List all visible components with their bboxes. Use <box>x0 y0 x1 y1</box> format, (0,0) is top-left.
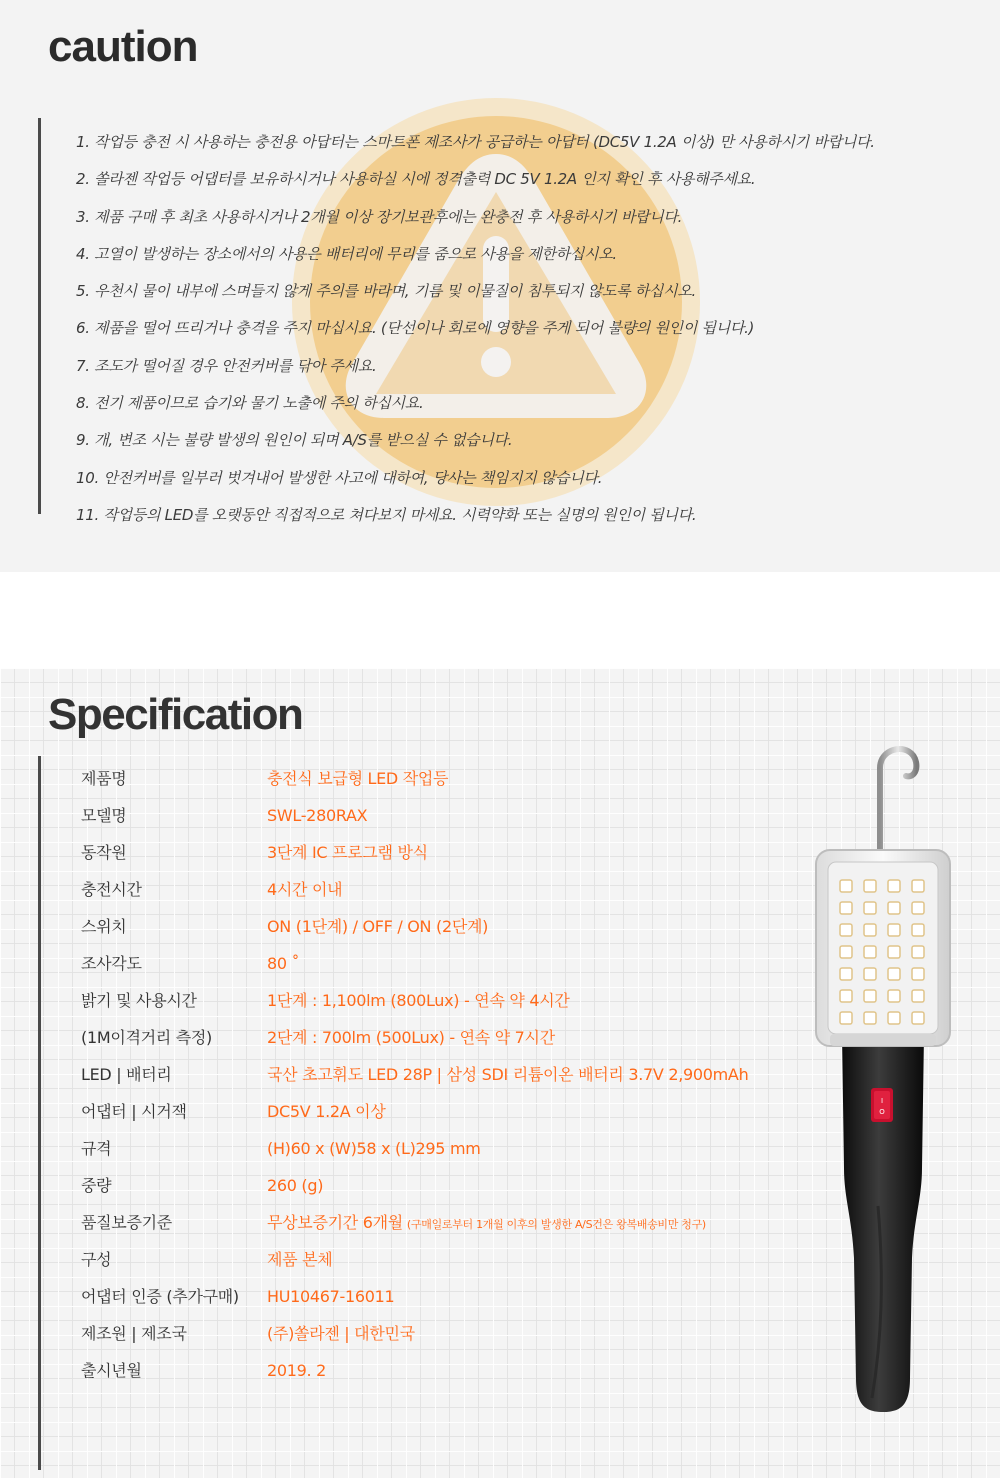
caution-item: 8. 전기 제품이므로 습기와 물기 노출에 주의 하십시요. <box>76 394 424 413</box>
spec-row <box>81 949 801 986</box>
spec-label: 규격 <box>81 1139 112 1158</box>
spec-row <box>81 1208 801 1245</box>
spec-value: 1단계 : 1,100lm (800Lux) - 연속 약 4시간 <box>267 991 570 1010</box>
spec-row <box>81 1171 801 1208</box>
spec-value: ON (1단계) / OFF / ON (2단계) <box>267 917 489 936</box>
spec-label: 품질보증기준 <box>81 1213 172 1232</box>
spec-row <box>81 875 801 912</box>
spec-value: SWL-280RAX <box>267 806 368 825</box>
spec-row <box>81 986 801 1023</box>
spec-label: 구성 <box>81 1250 112 1269</box>
caution-item: 7. 조도가 떨어질 경우 안전커버를 닦아 주세요. <box>76 356 377 375</box>
caution-item: 5. 우천시 물이 내부에 스며들지 않게 주의를 바라며, 기름 및 이물질이 침투되지 않도록 하십시오. <box>76 282 696 301</box>
spec-value: (H)60 x (W)58 x (L)295 mm <box>267 1139 481 1158</box>
warranty-note: (구매일로부터 1개월 이후의 발생한 A/S건은 왕복배송비만 청구) <box>406 1218 706 1231</box>
spec-row <box>81 912 801 949</box>
caution-title: caution <box>48 22 198 71</box>
spec-row <box>81 801 801 838</box>
spec-label: 출시년월 <box>81 1361 142 1380</box>
svg-text:O: O <box>879 1108 885 1116</box>
caution-item: 9. 개, 변조 시는 불량 발생의 원인이 되며 A/S를 받으실 수 없습니다. <box>76 431 513 450</box>
spec-row <box>81 1356 801 1393</box>
spec-label: 제품명 <box>81 769 127 788</box>
spec-row <box>81 1023 801 1060</box>
caution-item: 2. 쏠라젠 작업등 어댑터를 보유하시거나 사용하실 시에 정격출력 DC 5V 1.2A 인지 확인 후 사용해주세요. <box>76 170 756 189</box>
svg-text:I: I <box>880 1097 884 1105</box>
spec-label: 스위치 <box>81 917 127 936</box>
spec-label: 어댑터 인증 (추가구매) <box>81 1287 239 1306</box>
spec-value: 국산 초고휘도 LED 28P | 삼성 SDI 리튬이온 배터리 3.7V 2,900mAh <box>267 1065 749 1084</box>
specification-divider-bar <box>38 756 41 1470</box>
caution-divider-bar <box>38 118 41 514</box>
spec-table <box>81 764 801 1393</box>
spec-label: 동작원 <box>81 843 127 862</box>
caution-item: 1. 작업등 충전 시 사용하는 충전용 아답터는 스마트폰 제조사가 공급하는 아답터 (DC5V 1.2A 이상) 만 사용하시기 바랍니다. <box>76 133 875 151</box>
spec-label: 밝기 및 사용시간 <box>81 991 197 1010</box>
spec-row <box>81 764 801 801</box>
spec-row <box>81 1060 801 1097</box>
caution-section <box>0 0 1000 572</box>
spec-label: 제조원 | 제조국 <box>81 1324 187 1343</box>
spec-label: 조사각도 <box>81 954 142 973</box>
spec-row <box>81 1319 801 1356</box>
spec-value: DC5V 1.2A 이상 <box>267 1102 386 1121</box>
spec-label: 어댑터 | 시거잭 <box>81 1102 187 1121</box>
spec-label: 모델명 <box>81 806 127 825</box>
spec-label: 충전시간 <box>81 880 142 899</box>
spec-value: (주)쏠라젠 | 대한민국 <box>267 1324 415 1343</box>
spec-value: 2단계 : 700lm (500Lux) - 연속 약 7시간 <box>267 1028 555 1047</box>
spec-value: 2019. 2 <box>267 1361 326 1380</box>
spec-value: 80 ˚ <box>267 954 300 973</box>
caution-list <box>76 128 875 538</box>
specification-section <box>0 668 1000 1478</box>
spec-value: 4시간 이내 <box>267 880 343 899</box>
spec-value <box>267 1208 706 1240</box>
spec-row <box>81 1097 801 1134</box>
spec-row <box>81 1245 801 1282</box>
spec-label: (1M이격거리 측정) <box>81 1028 212 1047</box>
caution-item: 6. 제품을 떨어 뜨리거나 충격을 주지 마십시요. (단선이나 회로에 영향을 주게 되어 불량의 원인이 됩니다.) <box>76 319 755 338</box>
spec-row <box>81 1282 801 1319</box>
specification-title: Specification <box>48 690 303 739</box>
spec-row <box>81 1134 801 1171</box>
caution-item: 11. 작업등의 LED를 오랫동안 직접적으로 쳐다보지 마세요. 시력약화 또는 실명의 원인이 됩니다. <box>76 505 697 524</box>
caution-item: 10. 안전커버를 일부러 벗겨내어 발생한 사고에 대하여, 당사는 책임지지 않습니다. <box>76 468 603 487</box>
spec-value: 3단계 IC 프로그램 방식 <box>267 843 428 862</box>
warranty-value: 무상보증기간 6개월 <box>267 1213 403 1232</box>
spec-label: 중량 <box>81 1176 112 1195</box>
spec-label: LED | 배터리 <box>81 1065 172 1084</box>
led-work-light-image <box>808 738 958 1430</box>
spec-row <box>81 838 801 875</box>
spec-value: 260 (g) <box>267 1176 324 1195</box>
spec-value: 충전식 보급형 LED 작업등 <box>267 769 449 788</box>
spec-value: 제품 본체 <box>267 1250 333 1269</box>
caution-item: 4. 고열이 발생하는 장소에서의 사용은 배터리에 무리를 줌으로 사용을 제한하십시오. <box>76 244 617 263</box>
spec-value: HU10467-16011 <box>267 1287 395 1306</box>
caution-item: 3. 제품 구매 후 최초 사용하시거나 2개월 이상 장기보관후에는 완충전 후 사용하시기 바랍니다. <box>76 207 683 226</box>
